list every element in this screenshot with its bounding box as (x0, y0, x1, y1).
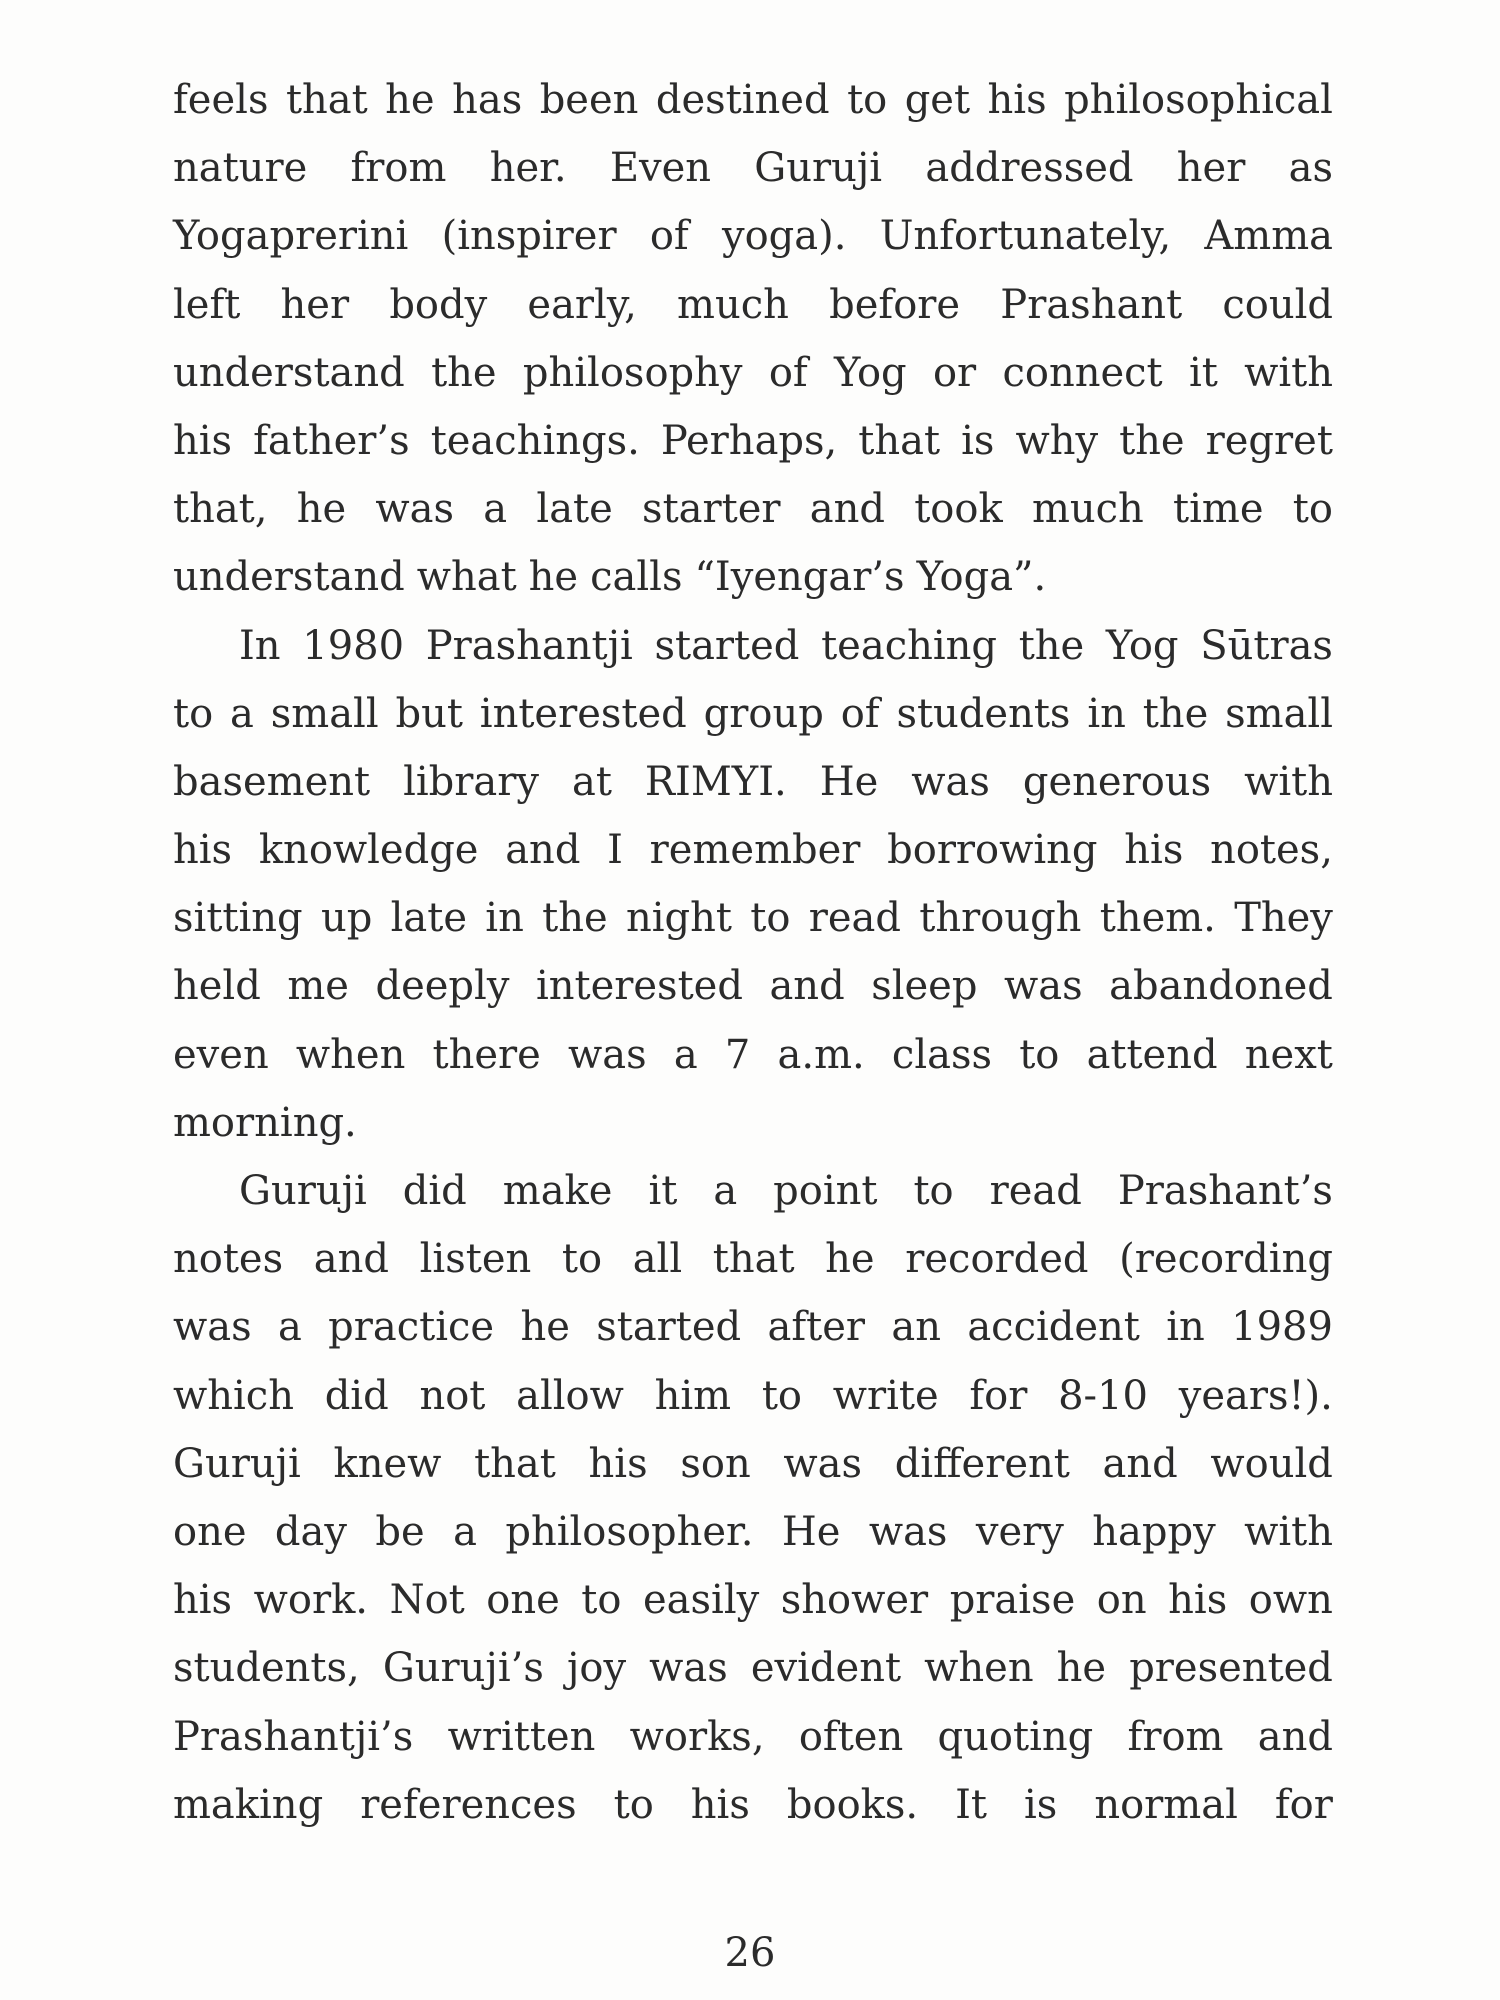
word: Yogaprerini (173, 213, 409, 260)
word: destined (655, 77, 830, 123)
word: to (173, 690, 214, 737)
word: and (1102, 1440, 1178, 1487)
word: yoga). (721, 213, 847, 260)
word: of (840, 690, 880, 737)
word: late (390, 895, 467, 942)
word: abandoned (1109, 963, 1333, 1010)
word: her (280, 281, 350, 328)
word: his (588, 1440, 648, 1487)
word: notes, (1210, 827, 1333, 874)
word: connect (1002, 349, 1163, 396)
word: is (961, 417, 995, 464)
word: up (320, 895, 373, 942)
word: left (173, 281, 241, 328)
text-line (173, 612, 1333, 680)
word: 1989 (1231, 1304, 1333, 1351)
word: attend (1086, 1031, 1218, 1078)
word: addressed (925, 145, 1134, 192)
word: he (1056, 1645, 1107, 1692)
text-line (173, 1771, 1333, 1839)
word: students, (173, 1645, 360, 1692)
word: a (713, 1168, 738, 1214)
word: to (1292, 486, 1333, 533)
word: make (502, 1168, 613, 1214)
word: his (173, 1577, 233, 1624)
word: library (403, 758, 539, 805)
word: to (561, 1236, 603, 1283)
word: the (542, 895, 608, 942)
text-line (173, 1566, 1333, 1634)
word: Prashantji’s (173, 1713, 414, 1760)
word: Even (609, 145, 712, 192)
word: small (270, 690, 379, 737)
word: philosophical (1064, 77, 1333, 123)
word: notes (173, 1236, 284, 1283)
word: has (452, 77, 523, 123)
word: (recording (1119, 1236, 1333, 1283)
text-line (173, 1362, 1333, 1430)
word: starter (642, 486, 781, 533)
word: interested (479, 690, 687, 737)
word: he (296, 486, 347, 533)
word: is (1024, 1781, 1058, 1828)
word: was (173, 1304, 252, 1351)
word: presented (1129, 1645, 1333, 1692)
word: a (483, 486, 508, 533)
word: RIMYI. (644, 758, 787, 805)
word: different (894, 1440, 1070, 1487)
word: generous (1022, 758, 1212, 805)
text-line (173, 1703, 1333, 1771)
text-line (173, 1293, 1333, 1361)
text-line (173, 816, 1333, 884)
word: why (1015, 417, 1099, 464)
word: his (1124, 827, 1184, 874)
word: very (975, 1508, 1064, 1555)
word: works, (629, 1713, 765, 1760)
word: the (1018, 622, 1085, 669)
word: to (1019, 1031, 1060, 1078)
word: in (1166, 1304, 1205, 1351)
word: started (596, 1304, 742, 1351)
word: all (632, 1236, 683, 1283)
word: them. (1099, 895, 1216, 942)
word: of (768, 349, 808, 396)
word: quoting (937, 1713, 1094, 1760)
word: me (287, 963, 349, 1010)
word: he (825, 1236, 875, 1283)
word: interested (535, 963, 743, 1010)
word: the (1119, 417, 1185, 464)
word: and (769, 963, 845, 1010)
word: recorded (905, 1236, 1089, 1283)
word: the (431, 349, 497, 396)
text-line (173, 543, 1333, 611)
word: Yog (834, 349, 907, 396)
page-number: 26 (724, 1930, 776, 1976)
word: group (703, 690, 824, 737)
word: read (808, 895, 901, 942)
word: he (385, 77, 435, 123)
text-line (173, 748, 1333, 816)
word: that (712, 1236, 795, 1283)
word: teachings. (430, 417, 640, 464)
word: Sūtras (1200, 622, 1333, 669)
word: father’s (253, 417, 410, 464)
word: accident (967, 1304, 1140, 1351)
word: late (536, 486, 613, 533)
word: happy (1092, 1508, 1216, 1555)
word: listen (419, 1236, 532, 1283)
word: 8-10 (1058, 1372, 1148, 1419)
word: was (911, 758, 990, 805)
word: sleep (871, 963, 978, 1010)
word: In (239, 622, 281, 669)
word: and (809, 486, 885, 533)
word: when (295, 1031, 406, 1078)
text-line (173, 66, 1333, 134)
text-line (173, 339, 1333, 407)
word: with (1244, 1508, 1333, 1555)
text-line (173, 475, 1333, 543)
word: (inspirer (441, 213, 617, 260)
word: at (571, 758, 612, 805)
word: early, (527, 281, 637, 328)
word: not (419, 1372, 486, 1419)
word: Prashant (1000, 281, 1183, 328)
word: philosopher. (505, 1508, 754, 1555)
word: her. (489, 145, 567, 192)
word: he (520, 1304, 570, 1351)
word: borrowing (887, 827, 1098, 874)
word: to (847, 77, 888, 123)
word: there (432, 1031, 541, 1078)
word: philosophy (522, 349, 743, 396)
text-line (173, 1157, 1333, 1225)
word: normal (1094, 1781, 1238, 1828)
word: evident (750, 1645, 902, 1692)
word: written (447, 1713, 596, 1760)
word: he (528, 554, 579, 601)
word: get (904, 77, 971, 123)
word: to (613, 1781, 654, 1828)
word: knowledge (258, 827, 479, 874)
word: the (1142, 690, 1209, 737)
word: class (891, 1031, 993, 1078)
word: which (173, 1372, 294, 1419)
word: did (402, 1168, 467, 1214)
word: a.m. (777, 1031, 865, 1078)
word: remember (649, 827, 861, 874)
text-line (173, 952, 1333, 1020)
word: I (607, 827, 623, 874)
word: one (486, 1577, 560, 1624)
word: practice (328, 1304, 495, 1351)
text-line (173, 1634, 1333, 1702)
word: that (474, 1440, 556, 1487)
word: allow (516, 1372, 624, 1419)
word: making (173, 1781, 324, 1828)
word: praise (949, 1577, 1076, 1624)
word: Guruji (173, 1440, 301, 1487)
word: was (375, 486, 455, 533)
word: point (773, 1168, 878, 1214)
text-line (173, 1225, 1333, 1293)
word: what (416, 554, 517, 601)
word: after (767, 1304, 866, 1351)
text-line (173, 1089, 1333, 1157)
word: much (677, 281, 789, 328)
text-line (173, 407, 1333, 475)
word: one (173, 1508, 247, 1555)
word: his (173, 827, 233, 874)
word: took (914, 486, 1003, 533)
word: joy (566, 1645, 627, 1692)
word: write (832, 1372, 939, 1419)
word: calls (590, 554, 683, 601)
word: and (1257, 1713, 1333, 1760)
word: a (673, 1031, 698, 1078)
word: in (485, 895, 524, 942)
word: when (924, 1645, 1034, 1692)
word: feels (173, 77, 269, 123)
word: from (1127, 1713, 1224, 1760)
word: been (539, 77, 639, 123)
word: next (1244, 1031, 1333, 1078)
text-line (173, 134, 1333, 202)
word: through (919, 895, 1082, 942)
word: that (285, 77, 368, 123)
word: for (1274, 1781, 1333, 1828)
word: night (625, 895, 732, 942)
word: knew (333, 1440, 442, 1487)
text-line (173, 1430, 1333, 1498)
word: understand (173, 554, 405, 601)
word: Not (389, 1577, 465, 1624)
text-line (173, 1021, 1333, 1089)
word: read (989, 1168, 1082, 1214)
word: Amma (1204, 213, 1333, 260)
word: to (761, 1372, 802, 1419)
word: shower (780, 1577, 929, 1624)
word: could (1222, 281, 1333, 328)
word: Perhaps, (660, 417, 838, 464)
word: teaching (821, 622, 998, 669)
word: understand (173, 349, 405, 396)
word: regret (1205, 417, 1333, 464)
word: Yog (1105, 622, 1179, 669)
word: started (654, 622, 800, 669)
body-text (173, 66, 1333, 1839)
word: him (654, 1372, 732, 1419)
word: with (1244, 758, 1333, 805)
word: from (350, 145, 447, 192)
word: small (1225, 690, 1333, 737)
word: was (783, 1440, 863, 1487)
word: for (969, 1372, 1028, 1419)
word: Guruji (754, 145, 883, 192)
word: to (750, 895, 791, 942)
word: his (173, 417, 233, 464)
word: an (891, 1304, 941, 1351)
word: easily (642, 1577, 760, 1624)
text-line (173, 680, 1333, 748)
word: Prashant’s (1117, 1168, 1333, 1214)
word: a (453, 1508, 477, 1555)
word: to (581, 1577, 622, 1624)
word: a (277, 1304, 302, 1351)
word: nature (173, 145, 308, 192)
word: Unfortunately, (879, 213, 1172, 260)
word: They (1234, 895, 1333, 942)
word: work. (253, 1577, 369, 1624)
word: on (1096, 1577, 1147, 1624)
word: or (932, 349, 977, 396)
word: It (955, 1781, 987, 1828)
word: own (1248, 1577, 1333, 1624)
word: her (1176, 145, 1246, 192)
word: his (987, 77, 1047, 123)
word: to (913, 1168, 954, 1214)
text-line (173, 202, 1333, 270)
word: Guruji (239, 1168, 367, 1214)
word: his (1168, 1577, 1228, 1624)
word: it (648, 1168, 678, 1214)
word: Yoga”. (916, 554, 1047, 601)
word: He (781, 1508, 841, 1555)
word: Prashantji (425, 622, 633, 669)
word: sitting (173, 895, 303, 942)
word: in (1087, 690, 1126, 737)
text-line (173, 271, 1333, 339)
word: of (649, 213, 689, 260)
word: time (1173, 486, 1264, 533)
word: books. (786, 1781, 919, 1828)
word: was (1003, 963, 1083, 1010)
word: students (896, 690, 1071, 737)
word: references (360, 1781, 577, 1828)
word: 1980 (302, 622, 405, 669)
word: it (1188, 349, 1218, 396)
word: before (829, 281, 961, 328)
word: morning. (173, 1099, 357, 1146)
word: a (230, 690, 254, 737)
word: was (568, 1031, 647, 1078)
word: was (868, 1508, 948, 1555)
word: 7 (724, 1031, 751, 1078)
word: He (819, 758, 879, 805)
word: with (1244, 349, 1333, 396)
word: that, (173, 486, 268, 533)
word: much (1031, 486, 1144, 533)
word: would (1210, 1440, 1333, 1487)
word: and (505, 827, 581, 874)
word: day (274, 1508, 347, 1555)
word: that (858, 417, 941, 464)
word: did (324, 1372, 389, 1419)
word: held (173, 963, 261, 1010)
word: “Iyengar’s (694, 554, 905, 601)
word: years!). (1178, 1372, 1333, 1419)
word: his (690, 1781, 750, 1828)
word: even (173, 1031, 269, 1078)
word: be (375, 1508, 425, 1555)
word: but (395, 690, 463, 737)
word: often (798, 1713, 904, 1760)
word: Guruji’s (382, 1645, 544, 1692)
word: son (680, 1440, 751, 1487)
word: basement (173, 758, 371, 805)
text-line (173, 884, 1333, 952)
text-line (173, 1498, 1333, 1566)
word: was (649, 1645, 728, 1692)
word: and (313, 1236, 389, 1283)
word: body (389, 281, 488, 328)
word: deeply (375, 963, 510, 1010)
word: as (1288, 145, 1333, 192)
